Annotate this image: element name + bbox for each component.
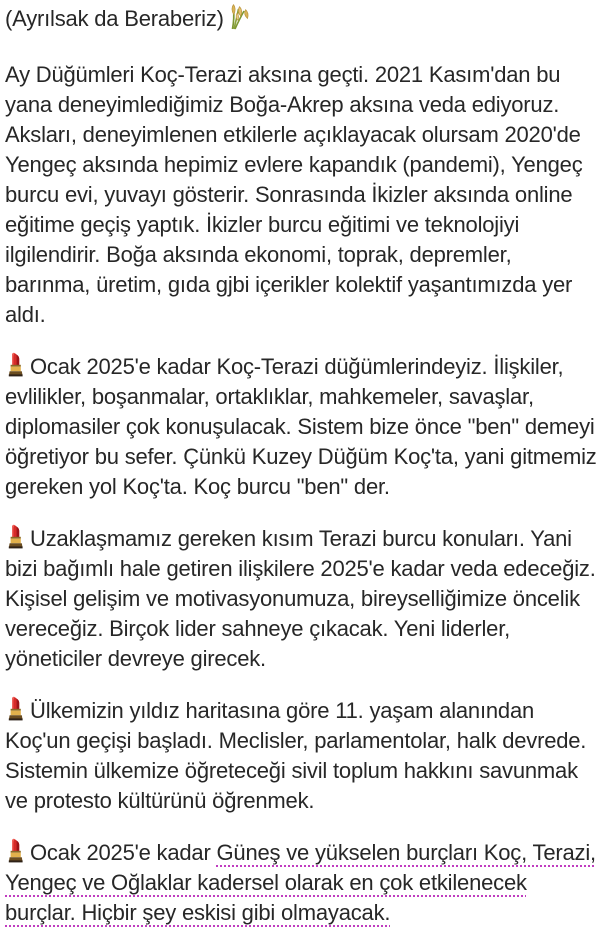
paragraph-text: Uzaklaşmamız gereken kısım Terazi burcu konuları. Yani bizi bağımlı hale getiren ilişkilere 2025'e kadar veda edeceğiz. Kişisel gelişim ve motivasyonumuza, bireyselliğimize öncelik vereceğiz. Birçok lider sahneye çıkacak. Yeni liderler, yöneticiler devreye girecek. — [5, 526, 596, 671]
paragraph-text: Ocak 2025'e kadar — [30, 840, 217, 865]
paragraph-affected-signs — [5, 836, 598, 928]
paragraph-text: Ocak 2025'e kadar Koç-Terazi düğümlerindeyiz. İlişkiler, evlilikler, boşanmalar, ortaklıklar, mahkemeler, savaşlar, diplomasiler çok konuşulacak. Sistem bize önce "ben" demeyi öğretiyor bu sefer. Çünkü Kuzey Düğüm Koç'ta, yani gitmemiz gereken yol Koç'ta. Koç burcu "ben" der. — [5, 354, 597, 499]
sheaf-of-rice-icon — [224, 3, 251, 30]
underlined-text: Güneş ve yükselen burçları Koç, Terazi, Yengeç ve Oğlaklar kadersel olarak en çok etkilenecek burçlar. Hiçbir şey eskisi gibi olmayacak. — [5, 840, 596, 925]
lipstick-icon — [5, 694, 26, 721]
paragraph-jan2025-nodes — [5, 350, 598, 502]
article — [5, 3, 598, 928]
paragraph-text: Ülkemizin yıldız haritasına göre 11. yaşam alanından Koç'un geçişi başladı. Meclisler, parlamentolar, halk devrede. Sistemin ülkemize öğreteceği sivil toplum hakkını savunmak ve protesto kültürünü öğrenmek. — [5, 698, 587, 813]
page-title — [5, 3, 598, 34]
paragraph-country-chart — [5, 694, 598, 816]
lipstick-icon — [5, 836, 26, 863]
paragraph-libra-topics — [5, 522, 598, 674]
lipstick-icon — [5, 522, 26, 549]
paragraph-moon-nodes-intro: Ay Düğümleri Koç-Terazi aksına geçti. 2021 Kasım'dan bu yana deneyimlediğimiz Boğa-Akrep aksına veda ediyoruz. Aksları, deneyimlenen etkilerle açıklayacak olursam 2020'de Yengeç aksında hepimiz evlere kapandık (pandemi), Yengeç burcu evi, yuvayı gösterir. Sonrasında İkizler aksında online eğitime geçiş yaptık. İkizler burcu eğitimi ve teknolojiyi ilgilendirir. Boğa aksında ekonomi, toprak, depremler, barınma, üretim, gıda gjbi içerikler kolektif yaşantımızda yer aldı. — [5, 62, 583, 327]
lipstick-icon — [5, 350, 26, 377]
title-text: (Ayrılsak da Beraberiz) — [5, 6, 224, 31]
